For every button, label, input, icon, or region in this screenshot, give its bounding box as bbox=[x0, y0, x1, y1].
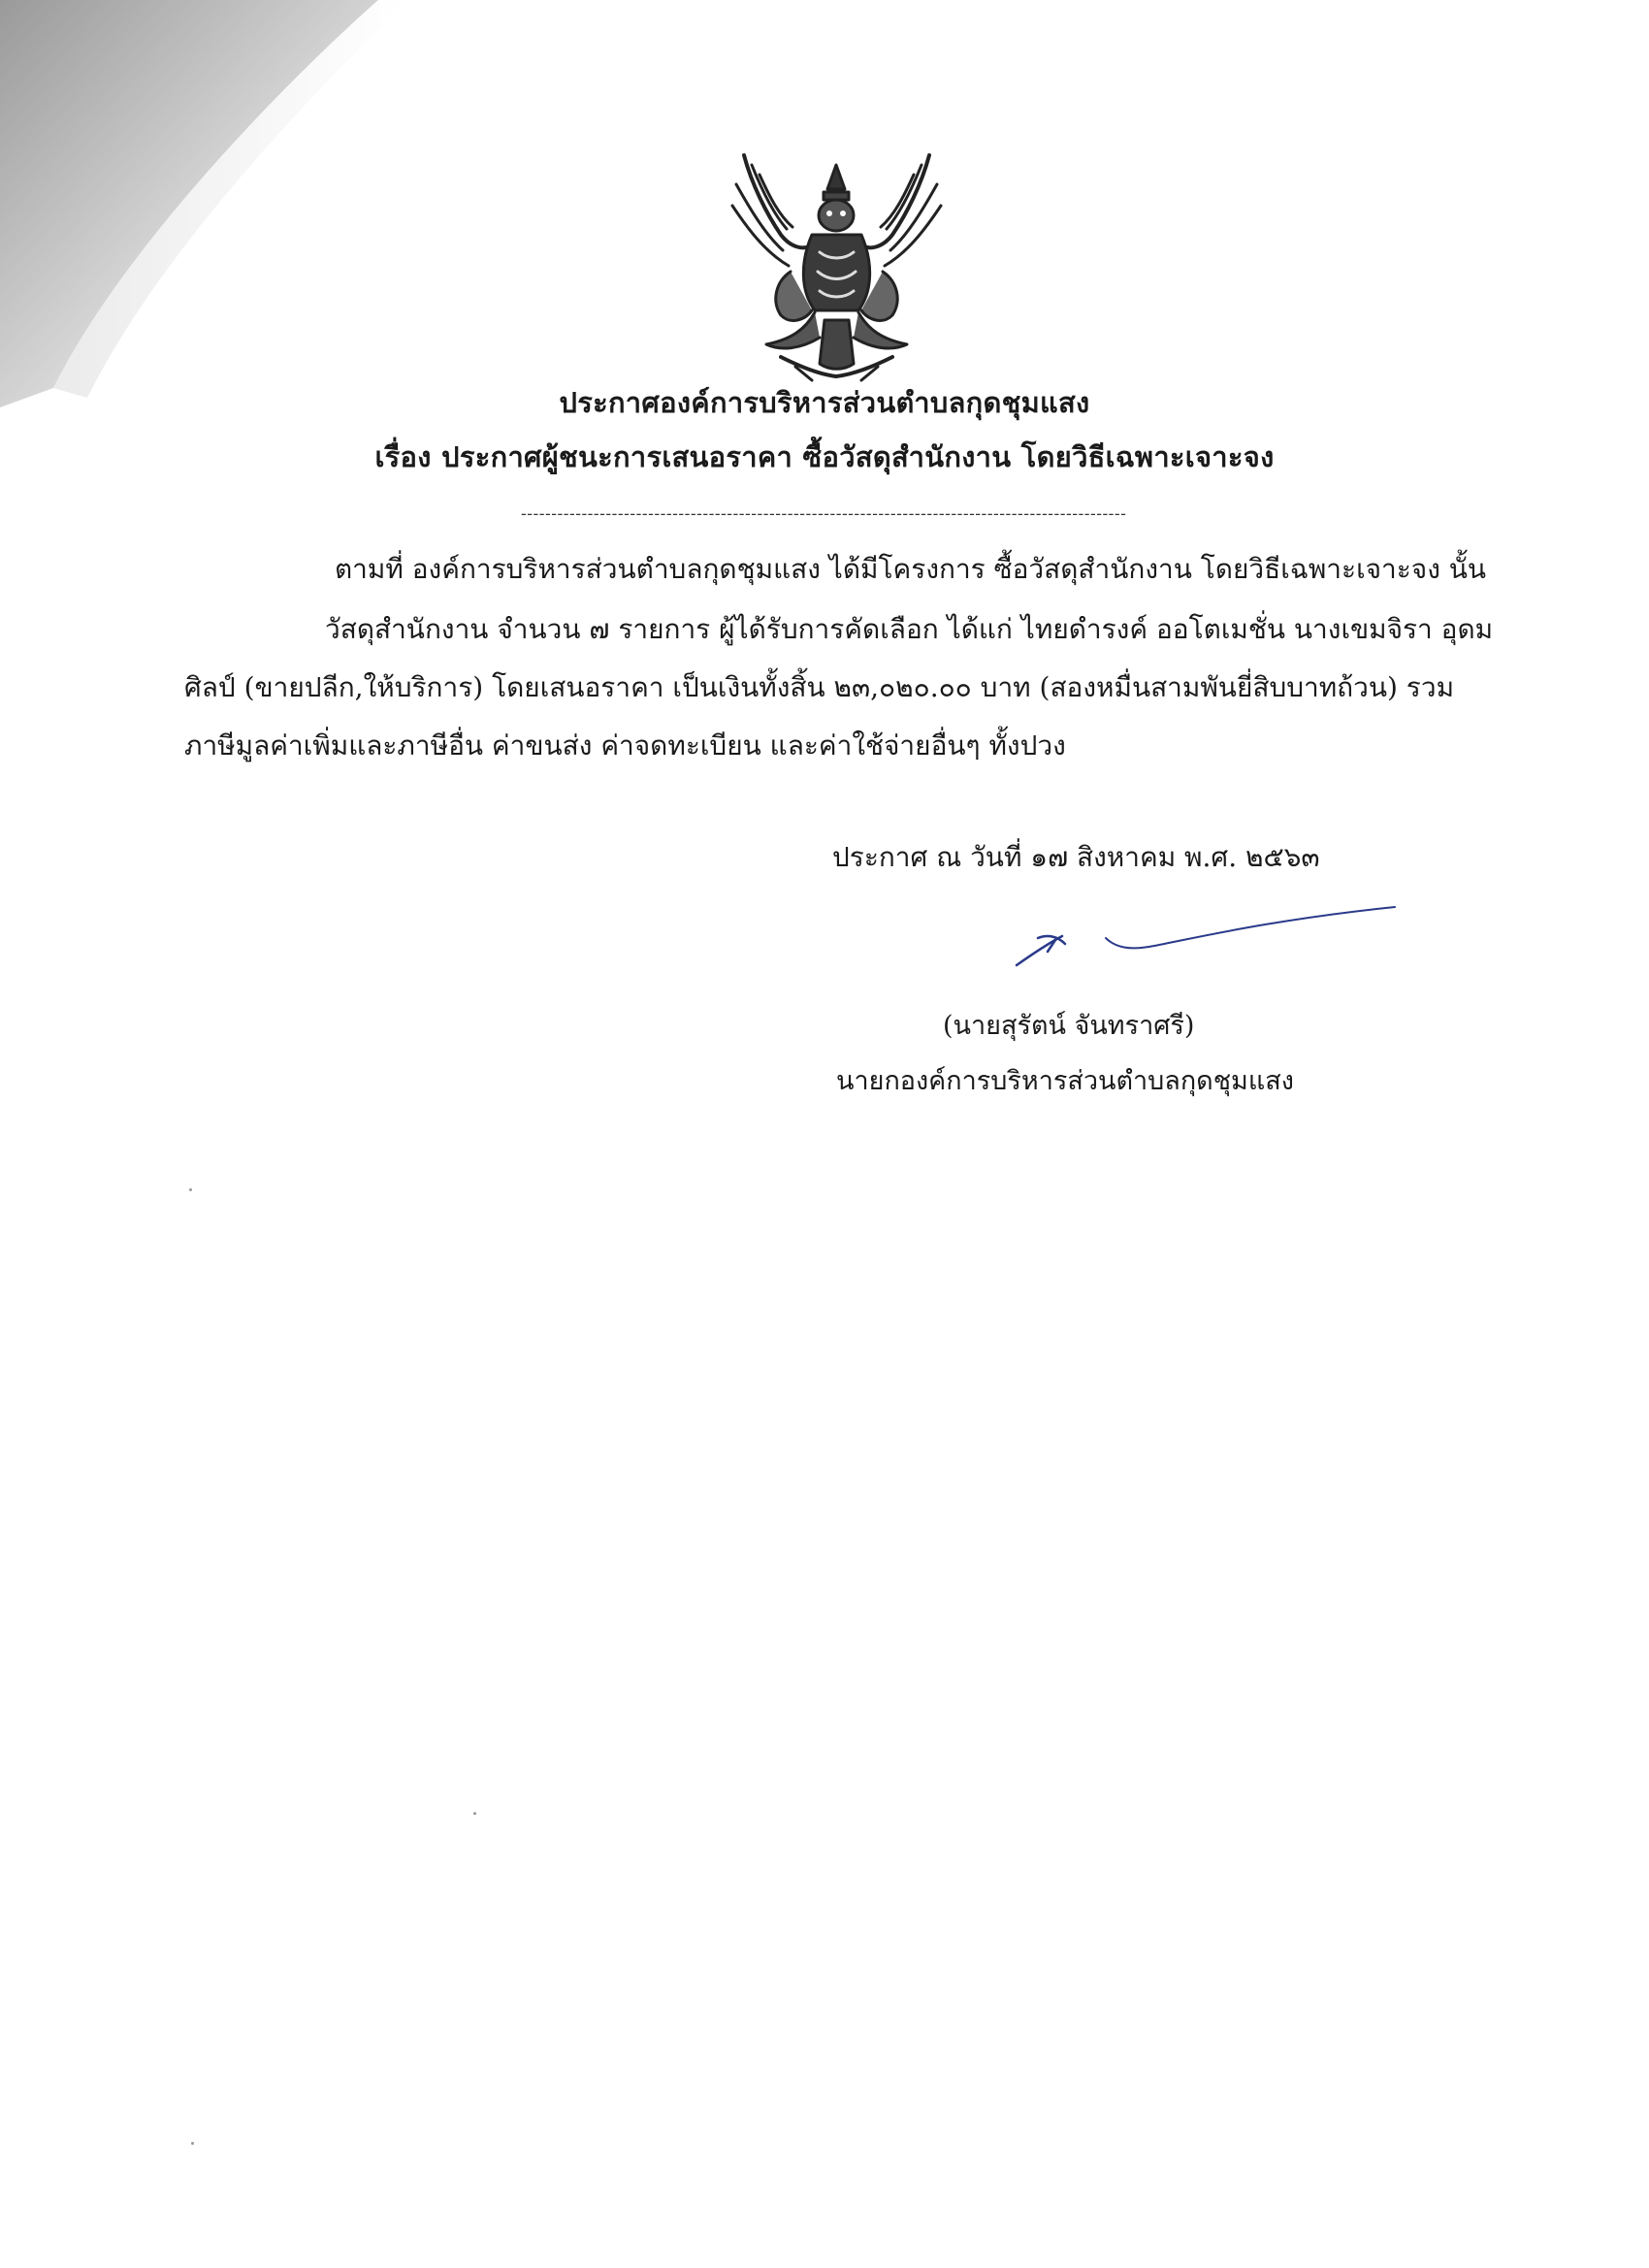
scan-speck bbox=[191, 2142, 194, 2145]
handwritten-signature bbox=[1009, 897, 1397, 975]
scan-speck bbox=[473, 1812, 476, 1815]
body-line: ศิลป์ (ขายปลีก,ให้บริการ) โดยเสนอราคา เป็นเงินทั้งสิ้น ๒๓,๐๒๐.๐๐ บาท (สองหมื่นสามพันยี่สิบบาทถ้วน) รวม bbox=[184, 671, 1455, 703]
announcement-title: ประกาศองค์การบริหารส่วนตำบลกุดชุมแสง bbox=[559, 386, 1090, 419]
signer-name: (นายสุรัตน์ จันทราศรี) bbox=[943, 1011, 1195, 1041]
body-line: วัสดุสำนักงาน จำนวน ๗ รายการ ผู้ได้รับการคัดเลือก ได้แก่ ไทยดำรงค์ ออโตเมชั่น นางเขมจิรา อุดม bbox=[325, 613, 1494, 645]
scan-speck bbox=[189, 1188, 192, 1191]
body-line: ภาษีมูลค่าเพิ่มและภาษีอื่น ค่าขนส่ง ค่าจดทะเบียน และค่าใช้จ่ายอื่นๆ ทั้งปวง bbox=[184, 729, 1066, 761]
announcement-subject: เรื่อง ประกาศผู้ชนะการเสนอราคา ซื้อวัสดุสำนักงาน โดยวิธีเฉพาะเจาะจง bbox=[374, 440, 1275, 473]
signer-position: นายกองค์การบริหารส่วนตำบลกุดชุมแสง bbox=[836, 1066, 1294, 1096]
garuda-emblem-icon bbox=[723, 146, 951, 383]
body-line: ตามที่ องค์การบริหารส่วนตำบลกุดชุมแสง ได้มีโครงการ ซื้อวัสดุสำนักงาน โดยวิธีเฉพาะเจาะจง นั้น bbox=[335, 553, 1487, 585]
announcement-date: ประกาศ ณ วันที่ ๑๗ สิงหาคม พ.ศ. ๒๕๖๓ bbox=[832, 841, 1320, 873]
dashed-divider: ---------------------------------------------------------------------------------------------------- bbox=[521, 504, 1127, 524]
